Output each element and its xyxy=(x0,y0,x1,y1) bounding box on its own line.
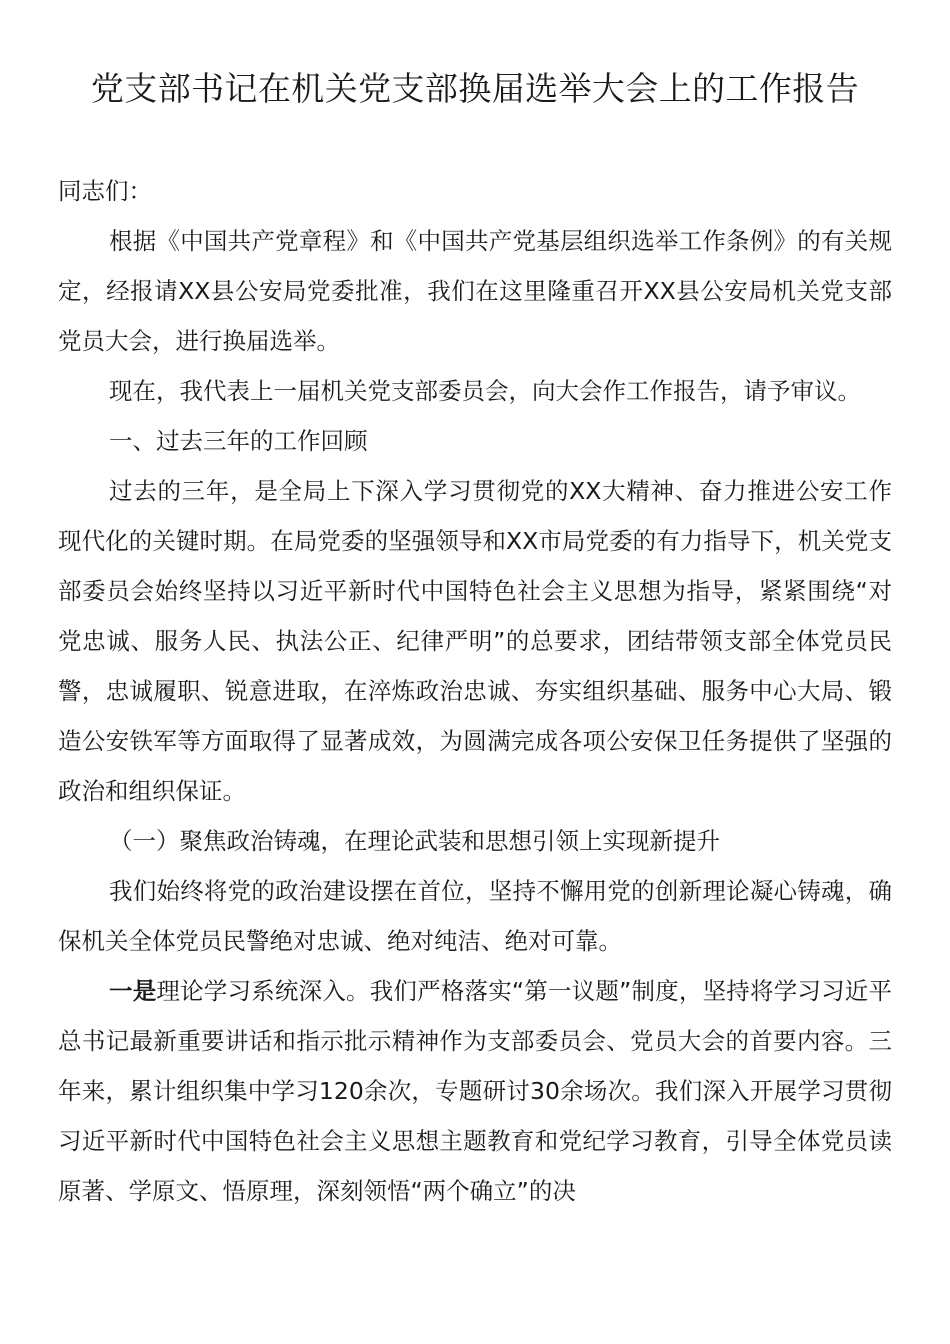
point-one-text: 理论学习系统深入。我们严格落实“第一议题”制度，坚持将学习习近平总书记最新重要讲话和指示批示精神作为支部委员会、党员大会的首要内容。三年来，累计组织集中学习120余次，专题研讨30余场次。我们深入开展学习贯彻习近平新时代中国特色社会主义思想主题教育和党纪学习教育，引导全体党员读原著、学原文、悟原理，深刻领悟“两个确立”的决 xyxy=(58,977,892,1205)
paragraph-report-intro: 现在，我代表上一届机关党支部委员会，向大会作工作报告，请予审议。 xyxy=(109,377,861,405)
point-one-label: 一是 xyxy=(109,977,157,1005)
point-one-paragraph xyxy=(58,966,892,1216)
document-body xyxy=(58,166,892,1216)
salutation: 同志们： xyxy=(58,177,152,205)
subsection-intro-paragraph: 我们始终将党的政治建设摆在首位，坚持不懈用党的创新理论凝心铸魂，确保机关全体党员民警绝对忠诚、绝对纯洁、绝对可靠。 xyxy=(58,877,892,955)
subsection-heading: （一）聚焦政治铸魂，在理论武装和思想引领上实现新提升 xyxy=(109,827,720,855)
section-heading: 一、过去三年的工作回顾 xyxy=(109,427,368,455)
section-intro-paragraph: 过去的三年，是全局上下深入学习贯彻党的XX大精神、奋力推进公安工作现代化的关键时期。在局党委的坚强领导和XX市局党委的有力指导下，机关党支部委员会始终坚持以习近平新时代中国特色社会主义思想为指导，紧紧围绕“对党忠诚、服务人民、执法公正、纪律严明”的总要求，团结带领支部全体党员民警，忠诚履职、锐意进取，在淬炼政治忠诚、夯实组织基础、服务中心大局、锻造公安铁军等方面取得了显著成效，为圆满完成各项公安保卫任务提供了坚强的政治和组织保证。 xyxy=(58,477,892,805)
paragraph-opening: 根据《中国共产党章程》和《中国共产党基层组织选举工作条例》的有关规定，经报请XX县公安局党委批准，我们在这里隆重召开XX县公安局机关党支部党员大会，进行换届选举。 xyxy=(58,227,892,355)
document-title: 党支部书记在机关党支部换届选举大会上的工作报告 xyxy=(90,69,860,108)
